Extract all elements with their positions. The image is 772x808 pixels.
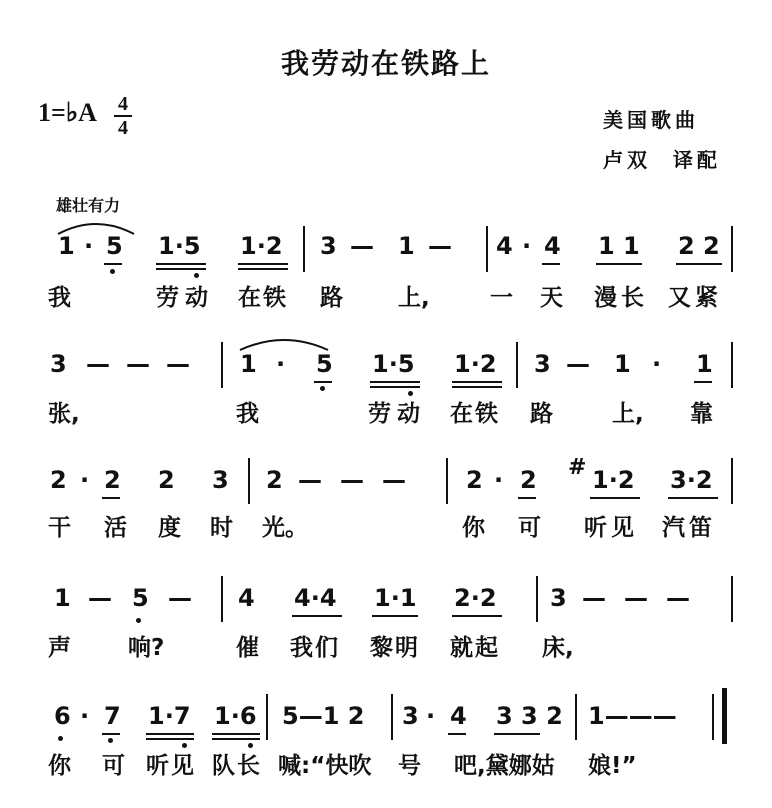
- extension-dash: —: [340, 466, 364, 494]
- underline: [452, 386, 502, 388]
- tempo-marking: 雄壮有力: [56, 196, 121, 215]
- note: 3: [534, 350, 551, 378]
- underline: [452, 381, 502, 383]
- lyric: 路: [530, 401, 553, 427]
- note: 2: [158, 466, 175, 494]
- dot-duration: ·: [652, 350, 662, 378]
- extension-dash: —: [428, 232, 452, 260]
- bar-line: [575, 694, 577, 740]
- final-bar-line: [722, 688, 727, 744]
- note: 1: [58, 232, 75, 260]
- lyric: 活: [104, 515, 127, 541]
- note-pair: 1·2: [592, 466, 635, 494]
- note-pair: 2 2: [678, 232, 720, 260]
- underline: [596, 263, 642, 265]
- lyric: 黎明: [370, 635, 420, 661]
- note: 2: [266, 466, 283, 494]
- bar-line: [731, 458, 733, 504]
- underline: [292, 615, 342, 617]
- note: 2: [520, 466, 537, 494]
- note: 4: [544, 232, 561, 260]
- note-pair: 4·4: [294, 584, 337, 612]
- bar-line: [221, 576, 223, 622]
- note: 2: [104, 466, 121, 494]
- lyric: 我们: [290, 635, 340, 661]
- underline: [676, 263, 722, 265]
- note: 4: [496, 232, 513, 260]
- extension-dash: —: [350, 232, 374, 260]
- note: 3: [402, 702, 419, 730]
- lyric: 响?: [128, 635, 165, 661]
- key-signature: 1=♭A: [38, 98, 97, 127]
- extension-dash: —: [666, 584, 690, 612]
- lower-octave-dot: [182, 743, 187, 748]
- note: 1: [614, 350, 631, 378]
- lower-octave-dot: [58, 736, 63, 741]
- extension-dash: —: [566, 350, 590, 378]
- lyric: 我: [236, 401, 259, 427]
- extension-dash: —: [166, 350, 190, 378]
- note-pair: 1 1: [598, 232, 640, 260]
- bar-line: [712, 694, 714, 740]
- note-pair: 1·2: [454, 350, 497, 378]
- lyric: 上,: [398, 285, 430, 311]
- lyric: 上,: [612, 401, 644, 427]
- underline: [104, 263, 122, 265]
- note: 1: [54, 584, 71, 612]
- lyric: 就起: [450, 635, 500, 661]
- underline: [212, 738, 260, 740]
- underline: [146, 738, 194, 740]
- note: 2: [50, 466, 67, 494]
- lyric: 张,: [48, 401, 80, 427]
- note: 1: [240, 350, 257, 378]
- underline: [102, 497, 120, 499]
- note-group: 5—1 2: [282, 702, 365, 730]
- note: 3: [550, 584, 567, 612]
- lyric: 我: [48, 285, 71, 311]
- lower-octave-dot: [408, 391, 413, 396]
- note-pair: 1·6: [214, 702, 257, 730]
- underline: [146, 733, 194, 735]
- lyric: 又紧: [668, 285, 722, 311]
- note: 7: [104, 702, 121, 730]
- lyric: 可: [102, 753, 125, 779]
- lyric: 你: [462, 515, 485, 541]
- bar-line: [248, 458, 250, 504]
- extension-dash: —: [624, 584, 648, 612]
- underline: [156, 263, 206, 265]
- underline: [370, 386, 420, 388]
- time-signature-top: 4: [118, 93, 128, 115]
- bar-line: [303, 226, 305, 272]
- note: 5: [316, 350, 333, 378]
- lyric: 催: [236, 635, 259, 661]
- note: 6: [54, 702, 71, 730]
- lower-octave-dot: [320, 386, 325, 391]
- lyric: 汽笛: [662, 515, 716, 541]
- bar-line: [731, 342, 733, 388]
- underline: [238, 268, 288, 270]
- note: 4: [450, 702, 467, 730]
- bar-line: [446, 458, 448, 504]
- underline: [452, 615, 502, 617]
- lyric: 路: [320, 285, 343, 311]
- lyric: 你: [48, 753, 71, 779]
- extension-dash: —: [168, 584, 192, 612]
- dot-duration: ·: [80, 466, 90, 494]
- underline: [694, 381, 712, 383]
- dot-duration: ·: [494, 466, 504, 494]
- bar-line: [516, 342, 518, 388]
- lyric: 度: [158, 515, 181, 541]
- lyric: 队长: [212, 753, 262, 779]
- lyric: 时: [210, 515, 233, 541]
- lyric: 光。: [262, 515, 308, 541]
- bar-line: [391, 694, 393, 740]
- dot-duration: ·: [522, 232, 532, 260]
- underline: [372, 615, 418, 617]
- time-signature: [114, 94, 132, 138]
- note: 5: [106, 232, 123, 260]
- extension-dash: —: [86, 350, 110, 378]
- note-group: 3 3 2: [496, 702, 563, 730]
- underline: [156, 268, 206, 270]
- lyric: 天: [540, 285, 563, 311]
- note-pair: 1·7: [148, 702, 191, 730]
- lyric: 娘!”: [588, 753, 637, 779]
- origin-credit: 美国歌曲: [603, 108, 699, 132]
- note: 1: [398, 232, 415, 260]
- lyric: 听见: [584, 515, 638, 541]
- lyric: 漫长: [594, 285, 648, 311]
- lyric: 干: [48, 515, 71, 541]
- underline: [212, 733, 260, 735]
- note-pair: 1·1: [374, 584, 417, 612]
- extension-dash: —: [582, 584, 606, 612]
- note: 3: [320, 232, 337, 260]
- bar-line: [266, 694, 268, 740]
- sharp-accidental: #: [568, 455, 587, 480]
- bar-line: [731, 576, 733, 622]
- dot-duration: ·: [426, 702, 436, 730]
- underline: [518, 497, 536, 499]
- extension-dash: —: [298, 466, 322, 494]
- lyric: 可: [518, 515, 541, 541]
- note: 2: [466, 466, 483, 494]
- time-signature-bottom: 4: [118, 117, 128, 139]
- lower-octave-dot: [108, 738, 113, 743]
- note: 1: [696, 350, 713, 378]
- note: 3: [50, 350, 67, 378]
- lyric: 听见: [146, 753, 196, 779]
- lower-octave-dot: [194, 273, 199, 278]
- underline: [314, 381, 332, 383]
- note: 3: [212, 466, 229, 494]
- underline: [370, 381, 420, 383]
- note-group: 1———: [588, 702, 677, 730]
- bar-line: [486, 226, 488, 272]
- lyric: 号: [398, 753, 421, 779]
- lyric: 声: [48, 635, 71, 661]
- underline: [668, 497, 718, 499]
- extension-dash: —: [382, 466, 406, 494]
- dot-duration: ·: [276, 350, 286, 378]
- note: 5: [132, 584, 149, 612]
- underline: [448, 733, 466, 735]
- lower-octave-dot: [248, 743, 253, 748]
- underline: [590, 497, 640, 499]
- bar-line: [221, 342, 223, 388]
- lower-octave-dot: [110, 269, 115, 274]
- note-pair: 1·2: [240, 232, 283, 260]
- lyric: 喊:“快吹: [278, 753, 372, 779]
- lyric: 靠: [690, 401, 713, 427]
- bar-line: [536, 576, 538, 622]
- dot-duration: ·: [80, 702, 90, 730]
- lyric: 吧,黛娜姑: [454, 753, 555, 779]
- lyric: 劳动: [156, 285, 214, 311]
- dot-duration: ·: [84, 232, 94, 260]
- extension-dash: —: [88, 584, 112, 612]
- bar-line: [731, 226, 733, 272]
- lyric: 在铁: [238, 285, 288, 311]
- note: 4: [238, 584, 255, 612]
- translator-credit: 卢双 译配: [603, 148, 721, 172]
- song-title: 我劳动在铁路上: [280, 47, 491, 80]
- note-pair: 3·2: [670, 466, 713, 494]
- underline: [238, 263, 288, 265]
- lyric: 劳动: [368, 401, 426, 427]
- note-pair: 1·5: [158, 232, 201, 260]
- lyric: 一: [490, 285, 513, 311]
- lower-octave-dot: [136, 618, 141, 623]
- lyric: 床,: [542, 635, 574, 661]
- underline: [102, 733, 120, 735]
- note-pair: 1·5: [372, 350, 415, 378]
- underline: [542, 263, 560, 265]
- note-pair: 2·2: [454, 584, 497, 612]
- underline: [494, 733, 540, 735]
- extension-dash: —: [126, 350, 150, 378]
- lyric: 在铁: [450, 401, 500, 427]
